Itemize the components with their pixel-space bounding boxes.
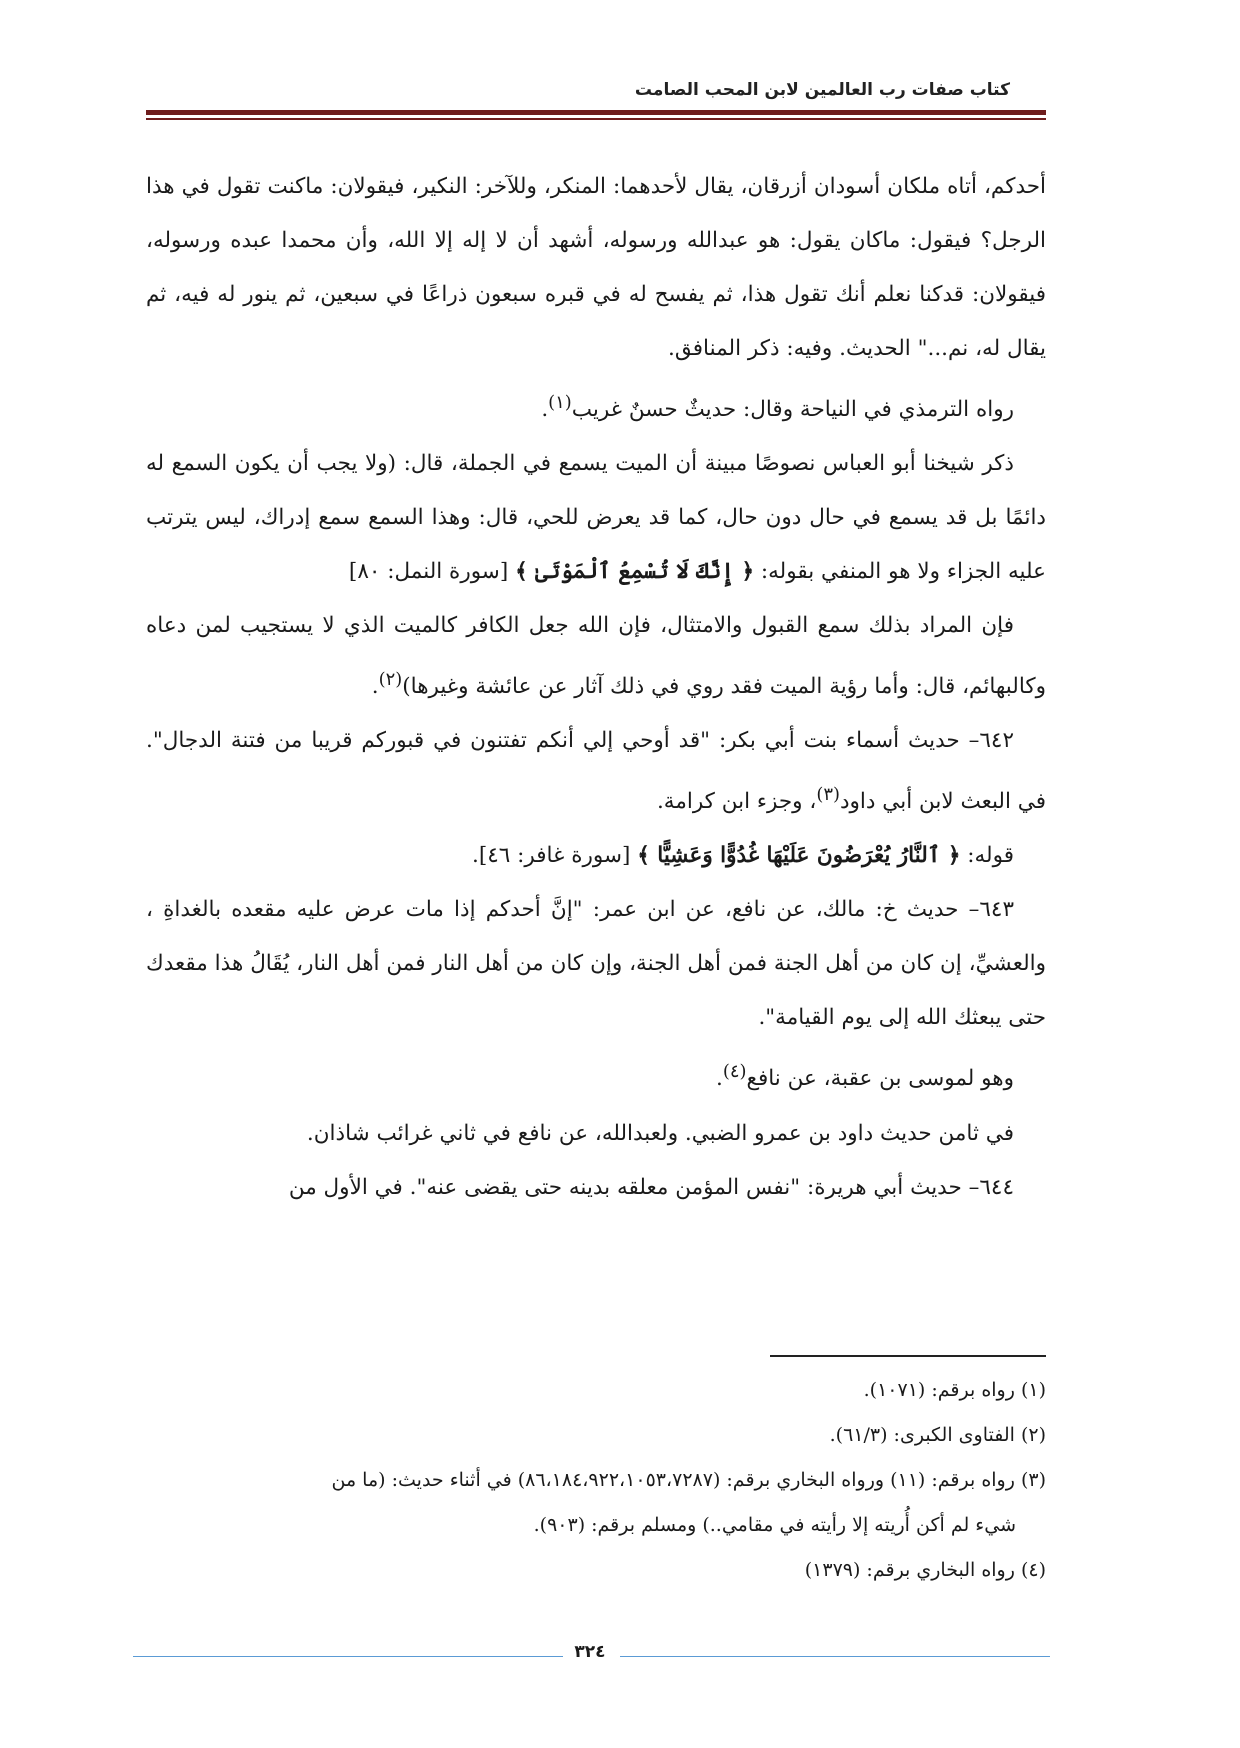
paragraph <box>146 714 1046 829</box>
paragraph <box>146 599 1046 714</box>
paragraph-text: رواه الترمذي في النياحة وقال: حديثٌ حسنٌ غريب <box>571 397 1014 423</box>
paragraph-text: . <box>541 397 549 423</box>
header-rule <box>146 110 1046 115</box>
paragraph-text: ذكر شيخنا أبو العباس نصوصًا مبينة أن الميت يسمع في الجملة، قال: (ولا يجب أن يكون السمع له دائمًا بل قد يسمع في حال دون حال، كما قد يعرض للحي، قال: وهذا السمع سمع إدراك، ليس يترتب عليه الجزاء ولا هو المنفي بقوله: <box>146 451 1046 585</box>
surah-reference: [سورة النمل: ٨٠] <box>348 559 516 585</box>
paragraph-text: أحدكم، أتاه ملكان أسودان أزرقان، يقال لأحدهما: المنكر، وللآخر: النكير، فيقولان: ماكنت تقول في هذا الرجل؟ فيقول: ماكان يقول: هو عبدالله ورسوله، أشهد أن لا إله إلا الله، وأن محمدا عبده ورسوله، فيقولان: قدكنا نعلم أنك تقول هذا، ثم يفسح له في قبره سبعون ذراعًا في سبعين، ثم ينور له فيه، ثم يقال له، نم..." الحديث. وفيه: ذكر المنافق. <box>146 174 1046 361</box>
footnote: (٢) الفتاوى الكبرى: (٦١/٣). <box>829 1424 1046 1446</box>
paragraph-text: ٦٤٢– حديث أسماء بنت أبي بكر: "قد أوحي إلي أنكم تفتنون في قبوركم قريبا من فتنة الدجال". في البعث لابن أبي داود <box>146 728 1046 815</box>
footer-rule-left <box>133 1656 563 1657</box>
quran-verse: ﴿ إِنَّكَ لَا تُسْمِعُ ٱلْمَوْتَىٰ ﴾ <box>515 559 755 585</box>
footnotes <box>146 1368 1046 1593</box>
footnote: (١) رواه برقم: (١٠٧١). <box>863 1379 1046 1401</box>
quran-verse: ﴿ ٱلنَّارُ يُعْرَضُونَ عَلَيْهَا غُدُوًّا وَعَشِيًّا ﴾ <box>637 843 961 869</box>
paragraph <box>146 883 1046 1045</box>
surah-reference: [سورة غافر: ٤٦]. <box>472 843 638 869</box>
paragraph <box>146 829 1046 883</box>
paragraph-text: ٦٤٤– حديث أبي هريرة: "نفس المؤمن معلقه بدينه حتى يقضى عنه". في الأول من <box>288 1174 1014 1200</box>
footnote-ref[interactable]: (٣) <box>816 784 840 806</box>
footnote-ref[interactable]: (٢) <box>378 669 403 691</box>
header-rule-thin <box>146 118 1046 120</box>
paragraph <box>146 437 1046 599</box>
paragraph-text: في ثامن حديث داود بن عمرو الضبي. ولعبدالله، عن نافع في ثاني غرائب شاذان. <box>306 1120 1014 1146</box>
footnote-ref[interactable]: (٤) <box>722 1061 747 1083</box>
paragraph <box>146 1045 1046 1106</box>
paragraph-text: . <box>371 674 379 700</box>
main-text <box>146 160 1046 1215</box>
paragraph-text: فإن المراد بذلك سمع القبول والامتثال، فإن الله جعل الكافر كالميت الذي لا يستجيب لمن دعاه وكالبهائم، قال: وأما رؤية الميت فقد روي في ذلك آثار عن عائشة وغيرها) <box>146 613 1046 700</box>
paragraph <box>146 1161 1046 1215</box>
paragraph <box>146 1107 1046 1161</box>
footnote: (٣) رواه برقم: (١١) ورواه البخاري برقم: (٨٦،١٨٤،٩٢٢،١٠٥٣،٧٢٨٧) في أثناء حديث: (ما من <box>331 1469 1046 1491</box>
paragraph-text: قوله: <box>960 843 1014 869</box>
paragraph-text: ، وجزء ابن كرامة. <box>656 789 817 815</box>
paragraph <box>146 160 1046 376</box>
footnote-separator <box>770 1355 1046 1357</box>
paragraph-text: وهو لموسى بن عقبة، عن نافع <box>746 1066 1014 1092</box>
footer-rule-right <box>620 1656 1050 1657</box>
paragraph-text: . <box>716 1066 723 1092</box>
running-header-title: كتاب صفات رب العالمين لابن المحب الصامت <box>634 80 1010 100</box>
page-number: ٣٢٤ <box>574 1642 606 1662</box>
paragraph-text: ٦٤٣– حديث خ: مالك، عن نافع، عن ابن عمر: "إنَّ أحدكم إذا مات عرض عليه مقعده بالغداةِ ، والعشيِّ، إن كان من أهل الجنة فمن أهل الجنة، وإن كان من أهل النار فمن أهل النار، يُقَالُ هذا مقعدك حتى يبعثك الله إلى يوم القيامة". <box>146 897 1046 1031</box>
footnote-continuation: شيء لم أكن أُريته إلا رأيته في مقامي..) ومسلم برقم: (٩٠٣). <box>533 1514 1016 1536</box>
paragraph <box>146 376 1046 437</box>
footnote-ref[interactable]: (١) <box>548 392 572 413</box>
footnote: (٤) رواه البخاري برقم: (١٣٧٩) <box>804 1559 1046 1581</box>
